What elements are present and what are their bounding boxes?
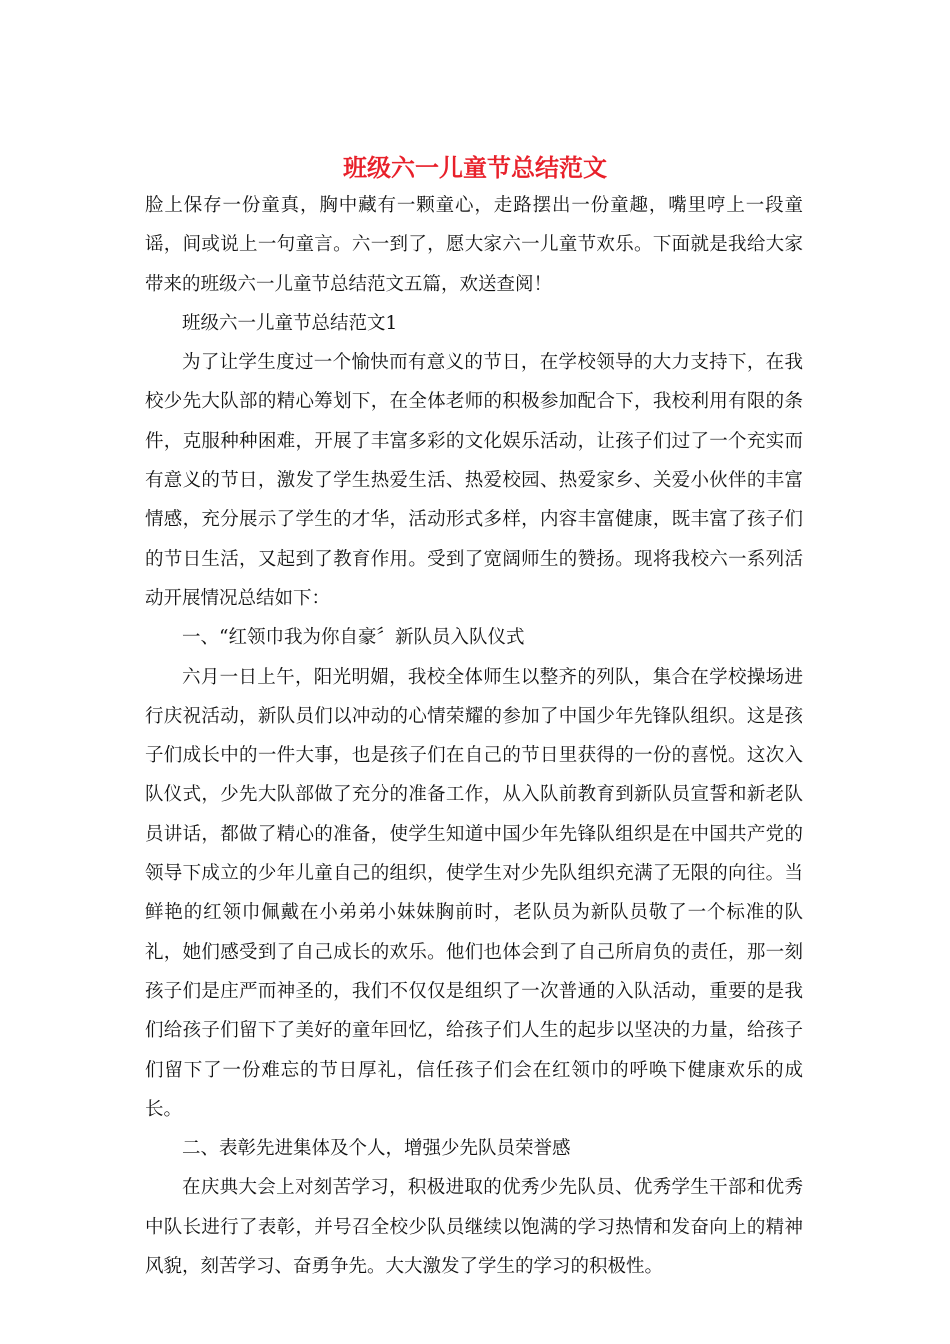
subsection-heading: 一、“红领巾我为你自豪〞新队员入队仪式 (182, 627, 525, 649)
document-title: 班级六一儿童节总结范文 (343, 153, 607, 182)
body-paragraph: 在庆典大会上对刻苦学习，积极进取的优秀少先队员、优秀学生干部和优秀中队长进行了表彰，并号召全校少队员继续以饱满的学习热情和发奋向上的精神风貌，刻苦学习、奋勇争先。大大激发了学生的学习的积极性。 (145, 1177, 803, 1278)
intro-paragraph: 脸上保存一份童真，胸中藏有一颗童心，走路摆出一份童趣，嘴里哼上一段童谣，间或说上一句童言。六一到了，愿大家六一儿童节欢乐。下面就是我给大家带来的班级六一儿童节总结范文五篇，欢送查阅！ (145, 195, 803, 295)
body-paragraph: 六月一日上午，阳光明媚，我校全体师生以整齐的列队，集合在学校操场进行庆祝活动，新队员们以冲动的心情荣耀的参加了中国少年先锋队组织。这是孩子们成长中的一件大事，也是孩子们在自己的节日里获得的一份的喜悦。这次入队仪式，少先大队部做了充分的准备工作，从入队前教育到新队员宣誓和新老队员讲话，都做了精心的准备，使学生知道中国少年先锋队组织是在中国共产党的领导下成立的少年儿童自己的组织，使学生对少先队组织充满了无限的向往。当鲜艳的红领巾佩戴在小弟弟小妹妹胸前时，老队员为新队员敬了一个标准的队礼，她们感受到了自己成长的欢乐。他们也体会到了自己所肩负的责任，那一刻孩子们是庄严而神圣的，我们不仅仅是组织了一次普通的入队活动，重要的是我们给孩子们留下了美好的童年回忆，给孩子们人生的起步以坚决的力量，给孩子们留下了一份难忘的节日厚礼，信任孩子们会在红领巾的呼唤下健康欢乐的成长。 (145, 666, 803, 1120)
subsection-heading: 二、表彰先进集体及个人，增强少先队员荣誉感 (182, 1138, 571, 1160)
section-heading: 班级六一儿童节总结范文1 (182, 312, 398, 334)
document-body (145, 186, 803, 1286)
body-paragraph: 为了让学生度过一个愉快而有意义的节日，在学校领导的大力支持下，在我校少先大队部的精心筹划下，在全体老师的积极参加配合下，我校利用有限的条件，克服种种困难，开展了丰富多彩的文化娱乐活动，让孩子们过了一个充实而有意义的节日，激发了学生热爱生活、热爱校园、热爱家乡、关爱小伙伴的丰富情感，充分展示了学生的才华，活动形式多样，内容丰富健康，既丰富了孩子们的节日生活，又起到了教育作用。受到了宽阔师生的赞扬。现将我校六一系列活动开展情况总结如下： (145, 352, 803, 609)
